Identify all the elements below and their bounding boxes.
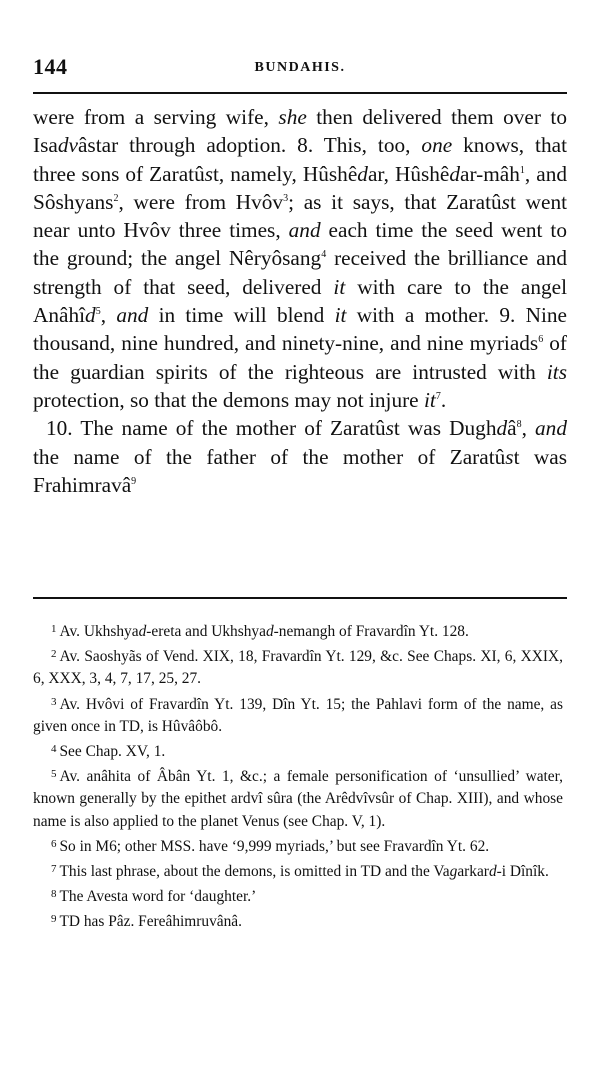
header-rule <box>33 92 567 94</box>
italic-text: its <box>546 359 567 384</box>
text-run: ; as it says, that Zaratû <box>288 189 502 214</box>
footnote-mark: 7 <box>51 863 57 876</box>
text-run: Av. Saoshyãs of Vend. XIX, 18, Fravardîn Yt. 129, &c. See Chaps. XI, 6, XXIX, 6, XXX, 3, 4, 7, 17, 25, 27. <box>33 648 563 688</box>
text-run: See Chap. XV, 1. <box>59 743 166 761</box>
text-run: -nemangh of Fravardîn Yt. 128. <box>273 623 469 640</box>
text-run: TD has Pâz. Fereâhimruvânâ. <box>59 913 242 931</box>
main-text <box>33 103 567 499</box>
text-run: , and Sôshyans <box>33 161 567 214</box>
italic-text: it <box>334 303 347 328</box>
footnote <box>33 858 563 883</box>
text-run: âstar through adoption. 8. This, too, <box>77 133 422 158</box>
italic-text: g <box>449 863 458 881</box>
running-title: BUNDAHIS. <box>254 60 346 75</box>
footnote-mark: 1 <box>51 623 57 635</box>
text-run: t was Frahimravâ <box>33 444 567 497</box>
text-run: t went near unto Hvôv three times, <box>33 189 568 243</box>
text-run: were from a serving wife, <box>33 105 279 129</box>
text-run: Av. Hvôvi of Fravardîn Yt. 139, Dîn Yt. 15; the Pahlavi form of the name, as given once in TD, is Hûvâôbô. <box>33 695 563 735</box>
text-run: The Avesta word for ‘daughter.’ <box>59 888 257 906</box>
footnote <box>33 643 563 690</box>
text-run: then delivered them over to Isa <box>33 105 567 158</box>
footnote-mark: 6 <box>51 837 57 850</box>
italic-text: and <box>116 303 149 328</box>
italic-text: d <box>496 416 508 441</box>
text-run: -ereta and Ukhshya <box>146 623 266 640</box>
footnote-mark: 5 <box>51 768 57 781</box>
italic-text: it <box>333 274 346 299</box>
footnote <box>33 618 563 643</box>
footnote-reference: 6 <box>538 334 544 346</box>
footnote <box>33 833 563 858</box>
italic-text: and <box>535 416 567 441</box>
page-number: 144 <box>33 54 68 79</box>
footnote-reference: 1 <box>519 164 525 176</box>
italic-text: s <box>501 189 510 214</box>
footnote-mark: 8 <box>51 888 57 901</box>
text-run: t was Dugh <box>393 416 497 441</box>
italic-text: d <box>449 161 461 186</box>
footnote <box>33 763 563 833</box>
text-run: received the brilliance and strength of that seed, delivered <box>33 246 567 299</box>
footnote-mark: 3 <box>51 695 57 708</box>
text-run: t, namely, Hûshê <box>213 161 358 186</box>
text-run: . <box>440 387 447 412</box>
text-run: Av. Ukhshya <box>59 623 139 640</box>
footnote-mark: 2 <box>51 648 57 661</box>
body-paragraph <box>33 103 567 414</box>
italic-text: d <box>138 623 147 640</box>
footnote-reference: 8 <box>516 419 522 431</box>
italic-text: dv <box>57 133 78 158</box>
italic-text: she <box>278 105 307 129</box>
text-run: This last phrase, about the demons, is omitted in TD and the Va <box>59 863 450 881</box>
footnote-reference: 9 <box>131 475 137 487</box>
footnote-reference: 2 <box>113 192 119 204</box>
page-header <box>33 52 567 82</box>
italic-text: s <box>505 444 514 469</box>
footnote <box>33 691 563 738</box>
text-run: â <box>507 416 517 441</box>
footnote-mark: 4 <box>51 743 57 756</box>
footnote-reference: 7 <box>435 390 441 402</box>
footnotes <box>33 618 563 934</box>
text-run: of the guardian spirits of the righteous are intrusted with <box>33 331 567 384</box>
text-run: the name of the father of the mother of Zaratû <box>33 444 506 469</box>
text-run: So in M6; other MSS. have ‘9,999 myriads,’ but see Fravardîn Yt. 62. <box>59 837 490 855</box>
text-run: with a mother. 9. Nine thousand, nine hundred, and ninety-nine, and nine myriads <box>33 303 568 356</box>
footnote-reference: 3 <box>283 192 289 204</box>
text-run: each time the seed went to the ground; the angel Nêryôsang <box>33 218 567 271</box>
italic-text: s <box>204 161 214 186</box>
italic-text: and <box>288 218 321 243</box>
body-paragraph <box>33 414 567 499</box>
footnote-reference: 5 <box>95 306 101 318</box>
text-run: knows, that three sons of Zaratû <box>33 133 567 186</box>
italic-text: it <box>423 387 436 412</box>
text-run: , were from Hvôv <box>118 189 284 214</box>
text-run: ar-mâh <box>460 161 520 186</box>
text-run: ar, Hûshê <box>367 161 450 186</box>
italic-text: s <box>385 416 394 441</box>
footnote-mark: 9 <box>51 913 57 926</box>
italic-text: one <box>421 133 453 158</box>
text-run: protection, so that the demons may not injure <box>33 387 424 412</box>
footnote <box>33 738 563 763</box>
text-run: in time will blend <box>148 303 335 328</box>
text-run: , <box>521 416 536 441</box>
text-run: , <box>100 303 117 328</box>
footnote <box>33 908 563 933</box>
footnote-reference: 4 <box>321 249 327 261</box>
italic-text: d <box>265 623 274 640</box>
text-run: Av. anâhita of Âbân Yt. 1, &c.; a female personification of ‘unsullied’ water, known generally by the epithet ardvî sûra (the Arêdvîvsûr of Chap. XIII), and whose name is also applied to the planet Venus (see Chap. V, 1). <box>33 768 563 830</box>
text-run: -i Dînîk. <box>496 863 549 881</box>
footnote-rule <box>33 597 567 599</box>
italic-text: d <box>85 303 96 328</box>
text-run: arkar <box>457 863 489 881</box>
italic-text: d <box>357 161 368 186</box>
italic-text: d <box>488 863 497 881</box>
text-run: 10. The name of the mother of Zaratû <box>46 416 386 441</box>
footnote <box>33 883 563 908</box>
text-run: with care to the angel Anâhî <box>33 274 567 328</box>
